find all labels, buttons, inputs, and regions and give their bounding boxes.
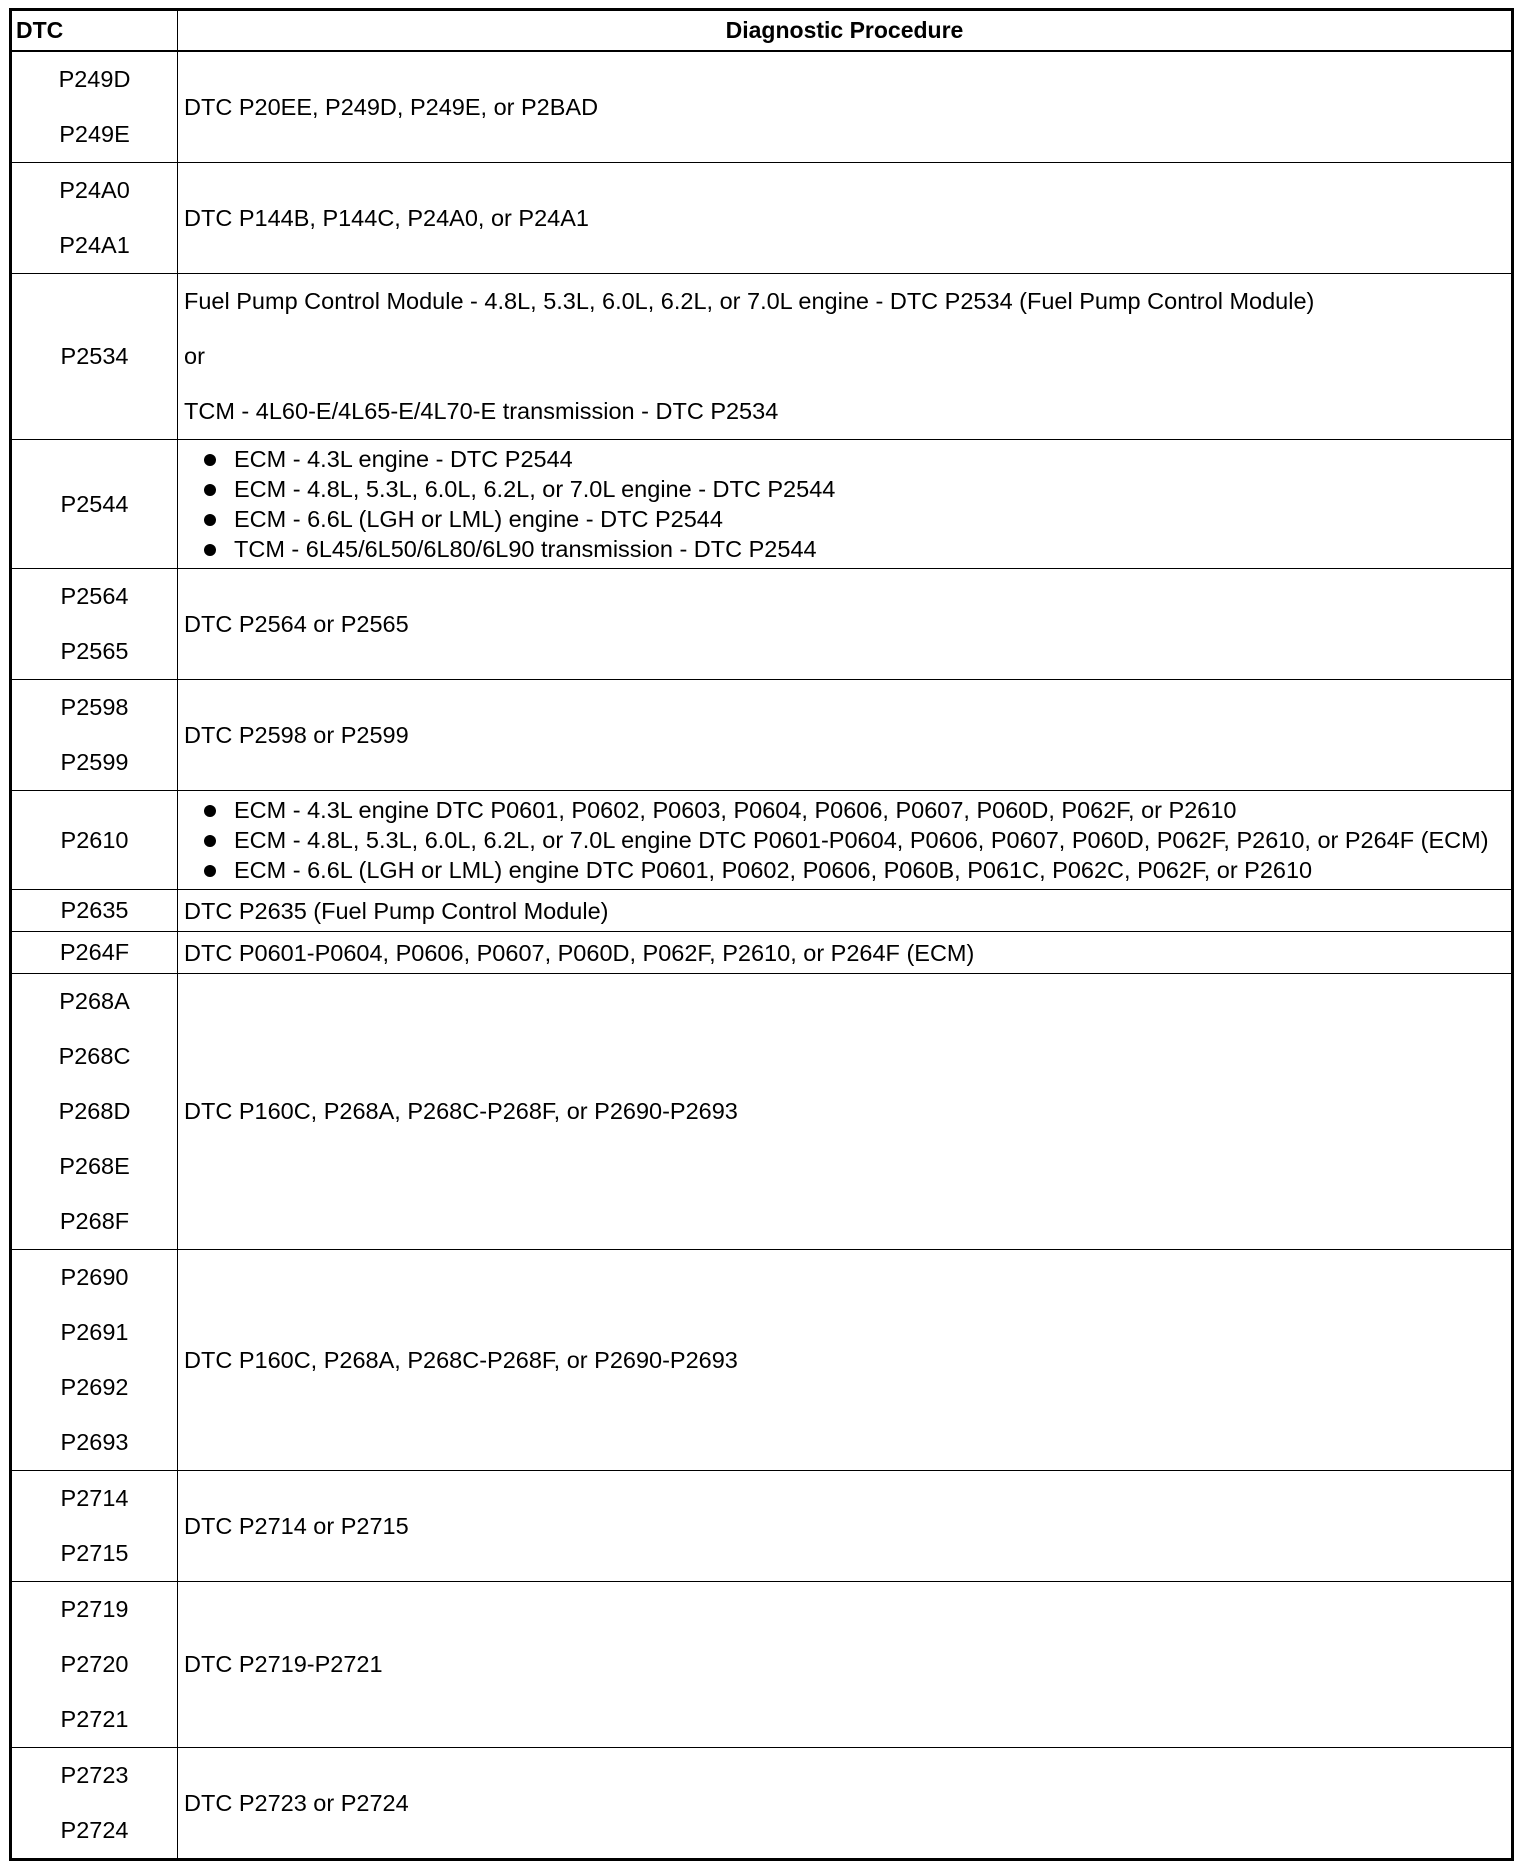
- table-body: [11, 51, 1513, 1860]
- procedure-text: DTC P160C, P268A, P268C-P268F, or P2690-P2693: [184, 1346, 738, 1373]
- dtc-code: P268D: [58, 1098, 131, 1124]
- dtc-code: P2693: [60, 1429, 129, 1455]
- dtc-cell: [11, 974, 178, 1250]
- dtc-code: P2635: [60, 897, 129, 923]
- procedure-list-item: ECM - 4.3L engine DTC P0601, P0602, P0603, P0604, P0606, P0607, P060D, P062F, or P2610: [184, 795, 1501, 825]
- procedure-cell: [178, 440, 1513, 569]
- procedure-list-item: TCM - 6L45/6L50/6L80/6L90 transmission - DTC P2544: [184, 534, 1501, 564]
- procedure-text: DTC P2564 or P2565: [184, 610, 409, 637]
- procedure-list: [184, 791, 1501, 889]
- dtc-code: P24A0: [59, 177, 130, 203]
- dtc-code: P268C: [58, 1043, 131, 1069]
- procedure-text: DTC P2719-P2721: [184, 1651, 383, 1677]
- procedure-text: DTC P2723 or P2724: [184, 1789, 409, 1816]
- procedure-list-item: ECM - 4.8L, 5.3L, 6.0L, 6.2L, or 7.0L engine DTC P0601-P0604, P0606, P0607, P060D, P062F, P2610, or P264F (ECM): [184, 825, 1501, 855]
- procedure-cell: [178, 932, 1513, 974]
- table-row: [11, 1471, 1513, 1582]
- procedure-text: DTC P0601-P0604, P0606, P0607, P060D, P062F, P2610, or P264F (ECM): [184, 939, 975, 966]
- table-header-row: [11, 10, 1513, 52]
- procedure-text: DTC P2598 or P2599: [184, 721, 409, 748]
- dtc-code: P2723: [60, 1762, 129, 1788]
- dtc-column-header: DTC: [11, 10, 178, 52]
- table-row: [11, 890, 1513, 932]
- procedure-column-header: Diagnostic Procedure: [178, 10, 1513, 52]
- procedure-list-item: ECM - 4.3L engine - DTC P2544: [184, 444, 1501, 474]
- dtc-cell: [11, 274, 178, 440]
- procedure-cell: [178, 974, 1513, 1250]
- procedure-text: DTC P160C, P268A, P268C-P268F, or P2690-P2693: [184, 1098, 738, 1124]
- procedure-text: DTC P2635 (Fuel Pump Control Module): [184, 897, 609, 924]
- dtc-cell: [11, 932, 178, 974]
- dtc-cell: [11, 51, 178, 163]
- table-row: [11, 680, 1513, 791]
- table-row: [11, 1748, 1513, 1860]
- procedure-cell: [178, 569, 1513, 680]
- dtc-cell: [11, 1748, 178, 1860]
- dtc-cell: [11, 791, 178, 890]
- dtc-code: P2534: [60, 343, 129, 369]
- procedure-text: DTC P144B, P144C, P24A0, or P24A1: [184, 204, 589, 231]
- table-row: [11, 791, 1513, 890]
- procedure-list-item: ECM - 6.6L (LGH or LML) engine DTC P0601, P0602, P0606, P060B, P061C, P062C, P062F, or P2610: [184, 855, 1501, 885]
- dtc-code: P249D: [58, 66, 131, 92]
- dtc-cell: [11, 163, 178, 274]
- dtc-cell: [11, 890, 178, 932]
- dtc-code: P249E: [59, 121, 130, 147]
- procedure-text: DTC P2714 or P2715: [184, 1512, 409, 1539]
- dtc-code: P2599: [60, 749, 129, 775]
- dtc-code: P2724: [60, 1817, 129, 1843]
- procedure-text: Fuel Pump Control Module - 4.8L, 5.3L, 6.0L, 6.2L, or 7.0L engine - DTC P2534 (Fuel Pump Control Module): [184, 288, 1315, 314]
- dtc-code: P2719: [60, 1596, 129, 1622]
- dtc-cell: [11, 569, 178, 680]
- dtc-code: P264F: [59, 939, 130, 965]
- procedure-cell: [178, 791, 1513, 890]
- procedure-list: [184, 440, 1501, 568]
- dtc-cell: [11, 1471, 178, 1582]
- dtc-code: P2690: [60, 1264, 129, 1290]
- procedure-text: or: [184, 343, 205, 369]
- table-row: [11, 1250, 1513, 1471]
- procedure-cell: [178, 890, 1513, 932]
- procedure-cell: [178, 1748, 1513, 1860]
- table-row: [11, 274, 1513, 440]
- dtc-code: P268E: [59, 1153, 130, 1179]
- procedure-cell: [178, 1250, 1513, 1471]
- dtc-code: P2544: [60, 490, 129, 517]
- table-row: [11, 440, 1513, 569]
- dtc-code: P2714: [60, 1485, 129, 1511]
- dtc-code: P2610: [60, 826, 129, 853]
- dtc-code: P2715: [60, 1540, 129, 1566]
- procedure-cell: [178, 274, 1513, 440]
- dtc-code: P268A: [59, 988, 130, 1014]
- procedure-cell: [178, 1471, 1513, 1582]
- table-row: [11, 932, 1513, 974]
- dtc-cell: [11, 680, 178, 791]
- procedure-cell: [178, 1582, 1513, 1748]
- dtc-cell: [11, 1582, 178, 1748]
- dtc-code: P268F: [59, 1208, 130, 1234]
- table-row: [11, 569, 1513, 680]
- procedure-list-item: ECM - 6.6L (LGH or LML) engine - DTC P2544: [184, 504, 1501, 534]
- dtc-code: P2721: [60, 1706, 129, 1732]
- procedure-text: DTC P20EE, P249D, P249E, or P2BAD: [184, 93, 599, 120]
- table-row: [11, 163, 1513, 274]
- dtc-cell: [11, 1250, 178, 1471]
- table-row: [11, 1582, 1513, 1748]
- procedure-cell: [178, 680, 1513, 791]
- dtc-code: P2692: [60, 1374, 129, 1400]
- procedure-list-item: ECM - 4.8L, 5.3L, 6.0L, 6.2L, or 7.0L engine - DTC P2544: [184, 474, 1501, 504]
- dtc-code: P2720: [60, 1651, 129, 1677]
- procedure-cell: [178, 163, 1513, 274]
- dtc-code: P2564: [60, 583, 129, 609]
- procedure-text: TCM - 4L60-E/4L65-E/4L70-E transmission - DTC P2534: [184, 398, 779, 424]
- dtc-code: P24A1: [59, 232, 130, 258]
- dtc-code: P2598: [60, 694, 129, 720]
- table-row: [11, 974, 1513, 1250]
- table-row: [11, 51, 1513, 163]
- dtc-cell: [11, 440, 178, 569]
- dtc-table: [9, 8, 1514, 1861]
- procedure-cell: [178, 51, 1513, 163]
- dtc-code: P2691: [60, 1319, 129, 1345]
- dtc-code: P2565: [60, 638, 129, 664]
